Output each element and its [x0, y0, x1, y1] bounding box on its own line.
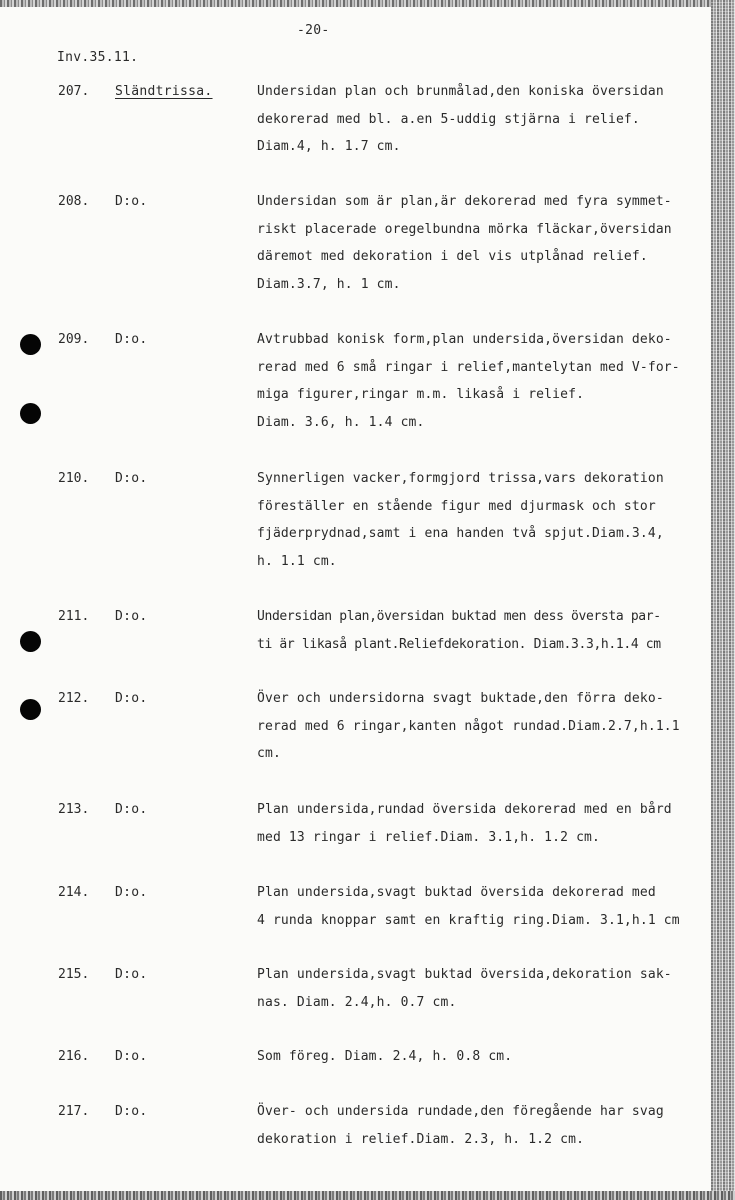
entry-number: 207. — [58, 84, 90, 99]
description-line: dekoration i relief.Diam. 2.3, h. 1.2 cm. — [257, 1131, 585, 1147]
description-line: nas. Diam. 2.4,h. 0.7 cm. — [257, 994, 457, 1010]
entry-name: D:o. — [115, 802, 148, 817]
description-line: Plan undersida,svagt buktad översida dekorerad med — [257, 885, 656, 900]
entry-description — [257, 78, 717, 161]
entry-description — [257, 685, 717, 768]
description-line: Undersidan plan och brunmålad,den koniska översidan — [257, 84, 664, 99]
scan-edge-right — [711, 0, 735, 1200]
description-line: Diam.3.7, h. 1 cm. — [257, 276, 401, 292]
entry-description — [257, 1098, 717, 1153]
entry-name: D:o. — [115, 1104, 148, 1119]
entry-number: 210. — [58, 471, 90, 486]
description-line: Undersidan som är plan,är dekorerad med fyra symmet- — [257, 194, 672, 209]
entry-number: 216. — [58, 1049, 90, 1064]
entry-number: 208. — [58, 194, 90, 209]
entry-name: Sländtrissa. — [115, 84, 213, 99]
entry-description — [257, 796, 717, 851]
description-line: ti är likaså plant.Reliefdekoration. Diam.3.3,h.1.4 cm — [257, 636, 661, 652]
entry-name: D:o. — [115, 471, 148, 486]
description-line: dekorerad med bl. a.en 5-uddig stjärna i relief. — [257, 111, 640, 127]
entry-name: D:o. — [115, 609, 148, 624]
entry-number: 214. — [58, 885, 90, 900]
entry-number: 215. — [58, 967, 90, 982]
description-line: med 13 ringar i relief.Diam. 3.1,h. 1.2 cm. — [257, 829, 600, 845]
page-number: -20- — [297, 23, 330, 38]
punch-hole-4 — [20, 699, 41, 720]
description-line: riskt placerade oregelbundna mörka fläckar,översidan — [257, 221, 672, 237]
description-line: Diam. 3.6, h. 1.4 cm. — [257, 414, 425, 430]
entry-number: 211. — [58, 609, 90, 624]
entry-description — [257, 961, 717, 1016]
description-line: Synnerligen vacker,formgjord trissa,vars dekoration — [257, 471, 664, 486]
entry-description — [257, 1043, 717, 1071]
entry-description — [257, 603, 717, 658]
punch-hole-2 — [20, 403, 41, 424]
inventory-reference: Inv.35.11. — [57, 50, 139, 65]
description-line: Plan undersida,rundad översida dekorerad med en bård — [257, 802, 672, 817]
entry-description — [257, 465, 717, 575]
entry-name: D:o. — [115, 194, 148, 209]
scan-edge-top — [0, 0, 735, 7]
entry-name: D:o. — [115, 967, 148, 982]
description-line: cm. — [257, 746, 281, 761]
description-line: Över- och undersida rundade,den föregående har svag — [257, 1104, 664, 1119]
description-line: 4 runda knoppar samt en kraftig ring.Diam. 3.1,h.1 cm — [257, 912, 680, 928]
description-line: rerad med 6 små ringar i relief,mantelytan med V-for- — [257, 359, 680, 375]
entry-name: D:o. — [115, 332, 148, 347]
description-line: Diam.4, h. 1.7 cm. — [257, 139, 401, 154]
entry-name: D:o. — [115, 1049, 148, 1064]
punch-hole-3 — [20, 631, 41, 652]
entry-name: D:o. — [115, 885, 148, 900]
entry-name: D:o. — [115, 691, 148, 706]
description-line: miga figurer,ringar m.m. likaså i relief. — [257, 387, 585, 402]
description-line: rerad med 6 ringar,kanten något rundad.Diam.2.7,h.1.1 — [257, 718, 680, 734]
description-line: Undersidan plan,översidan buktad men dess översta par- — [257, 609, 661, 624]
entry-description — [257, 879, 717, 934]
entry-number: 212. — [58, 691, 90, 706]
description-line: fjäderprydnad,samt i ena handen två spjut.Diam.3.4, — [257, 526, 664, 541]
description-line: däremot med dekoration i del vis utplånad relief. — [257, 249, 648, 264]
entry-description — [257, 188, 717, 298]
description-line: Som föreg. Diam. 2.4, h. 0.8 cm. — [257, 1049, 513, 1064]
entry-number: 213. — [58, 802, 90, 817]
scan-edge-bottom — [0, 1191, 735, 1200]
description-line: Avtrubbad konisk form,plan undersida,översidan deko- — [257, 332, 672, 347]
entry-number: 217. — [58, 1104, 90, 1119]
entry-description — [257, 326, 717, 436]
punch-hole-1 — [20, 334, 41, 355]
description-line: h. 1.1 cm. — [257, 553, 337, 569]
description-line: föreställer en stående figur med djurmask och stor — [257, 498, 656, 514]
entry-number: 209. — [58, 332, 90, 347]
description-line: Över och undersidorna svagt buktade,den förra deko- — [257, 691, 664, 706]
description-line: Plan undersida,svagt buktad översida,dekoration sak- — [257, 967, 672, 982]
